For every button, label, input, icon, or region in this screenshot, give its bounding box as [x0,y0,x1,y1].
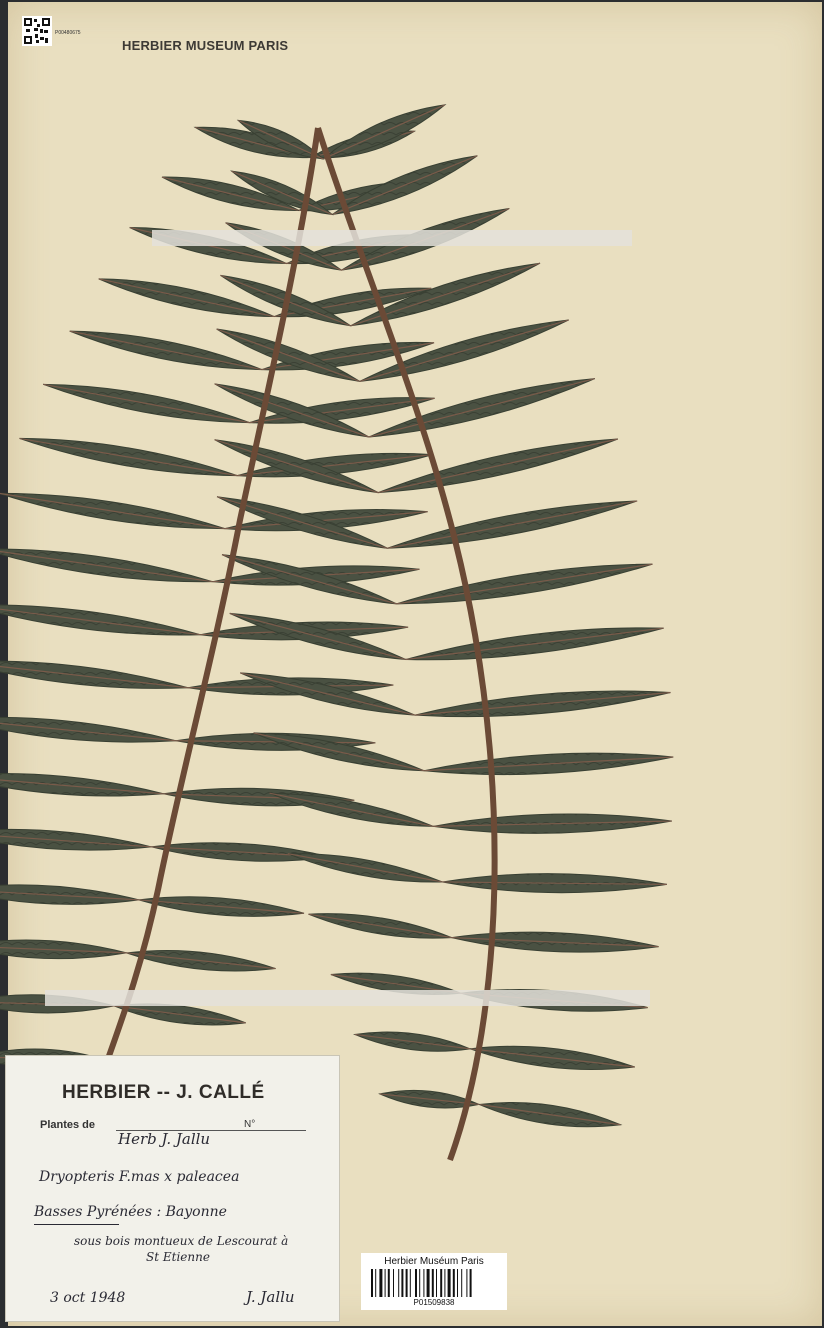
barcode-bar [415,1269,417,1297]
barcode-bar [470,1269,472,1297]
barcode-bar [457,1269,458,1297]
barcode-bar [419,1269,420,1297]
pinna-midrib [19,438,237,475]
fern-pinna [0,940,126,959]
collector-label [5,1055,340,1322]
barcode-bar [388,1269,390,1297]
label-habitat-line2: St Etienne [146,1250,210,1264]
pinna-midrib [332,156,477,215]
barcode-bar [406,1269,408,1297]
barcode-bar [440,1269,442,1297]
barcode-title: Herbier Muséum Paris [384,1256,484,1267]
label-habitat-line1: sous bois montueux de Lescourat à [74,1234,289,1248]
label-plants-prefix: Plantes de [40,1119,96,1131]
tape-strip-top [152,230,632,246]
barcode-bar [453,1269,455,1297]
tape-strip-bottom [45,990,650,1006]
qr-code-text: P00480675 [55,30,81,36]
barcode-bar [385,1269,386,1297]
label-date: 3 oct 1948 [50,1290,126,1306]
label-species: Dryopteris F.mas x paleacea [39,1169,240,1185]
pinna-midrib [406,628,664,659]
barcode-label [361,1253,507,1310]
pinna-midrib [323,105,445,159]
label-herbarium: Herb J. Jallu [118,1130,211,1148]
barcode-bar [448,1269,451,1297]
barcode-bar [371,1269,373,1297]
fern-pinnae [0,105,673,1127]
label-header: HERBIER -- J. CALLÉ [62,1082,265,1103]
pinna-midrib [288,854,443,882]
barcode-bars [371,1269,497,1297]
pinna-midrib [378,439,618,493]
barcode-bar [432,1269,434,1297]
pinna-midrib [0,493,225,528]
barcode-bar [410,1269,411,1297]
barcode-bar [436,1269,437,1297]
barcode-bar [375,1269,376,1297]
label-number-label: N° [244,1119,256,1130]
barcode-bar [379,1269,382,1297]
fern-pinna [0,829,151,850]
pinna-midrib [397,564,653,604]
fern-pinna [0,774,163,796]
label-locality-underline [34,1224,119,1225]
pinna-midrib [270,793,434,826]
fern-pinna [0,885,139,904]
barcode-bar [398,1269,399,1297]
barcode-bar [444,1269,445,1297]
label-locality: Basses Pyrénées : Bayonne [34,1204,227,1220]
barcode-bar [423,1269,424,1297]
barcode-bar [461,1269,462,1297]
pinna-midrib [43,384,249,422]
pinna-midrib [387,501,637,548]
barcode-bar [401,1269,403,1297]
barcode-number: P01509838 [413,1298,455,1307]
barcode-bar [393,1269,394,1297]
museum-stamp: HERBIER MUSEUM PARIS [122,38,289,53]
label-collector: J. Jallu [246,1288,295,1306]
barcode-bar [427,1269,430,1297]
barcode-bar [466,1269,467,1297]
